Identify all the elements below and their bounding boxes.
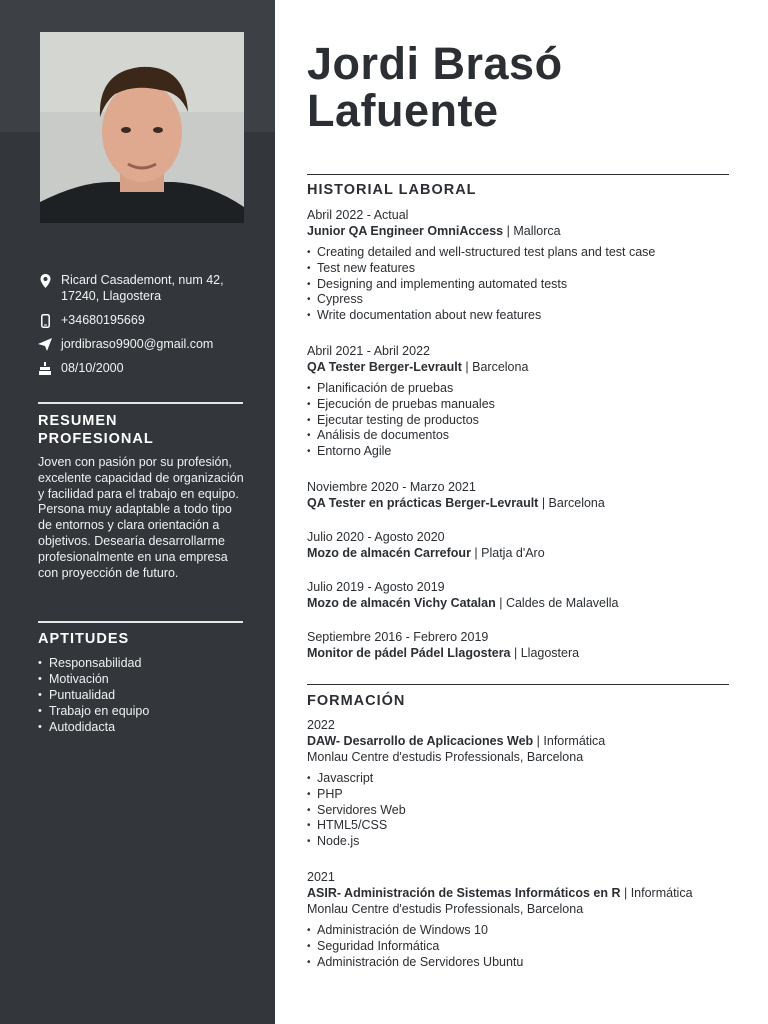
skill-item: • Responsabilidad (38, 655, 248, 671)
education-year: 2022 (307, 718, 335, 732)
task-item: • Planificación de pruebas (307, 381, 737, 397)
job-location: Barcelona (472, 360, 529, 374)
degree-field: Informática (543, 734, 606, 748)
divider (307, 684, 729, 685)
topic-item: • Javascript (307, 771, 737, 787)
separator: | (510, 646, 521, 660)
sidebar (0, 0, 275, 1024)
email-row (36, 336, 246, 352)
job-date: Abril 2022 - Actual (307, 208, 409, 222)
job-role: Junior QA Engineer OmniAccess (307, 224, 504, 238)
job-date: Julio 2020 - Agosto 2020 (307, 530, 445, 544)
job-entry (307, 207, 737, 324)
job-date: Noviembre 2020 - Marzo 2021 (307, 480, 476, 494)
job-entry (307, 579, 737, 611)
summary-heading (38, 412, 243, 448)
school-name: Monlau Centre d'estudis Professionals, Barcelona (307, 750, 584, 764)
job-role: QA Tester Berger-Levrault (307, 360, 462, 374)
phone-icon (36, 314, 54, 328)
skill-item: • Trabajo en equipo (38, 703, 248, 719)
topic-item: • Administración de Windows 10 (307, 923, 737, 939)
job-location: Llagostera (520, 646, 580, 660)
education-entry (307, 717, 737, 850)
skill-item: • Motivación (38, 671, 248, 687)
education-year: 2021 (307, 870, 335, 884)
job-location: Mallorca (513, 224, 561, 238)
cake-icon (36, 362, 54, 375)
job-title (307, 646, 579, 660)
job-role: QA Tester en prácticas Berger-Levrault (307, 496, 539, 510)
send-icon (36, 338, 54, 351)
school-name: Monlau Centre d'estudis Professionals, Barcelona (307, 902, 584, 916)
degree-title (307, 734, 605, 748)
job-role: Mozo de almacén Vichy Catalan (307, 596, 496, 610)
separator: | (503, 224, 514, 238)
phone-text: +34680195669 (61, 313, 145, 327)
job-tasks (307, 245, 737, 324)
job-role: Mozo de almacén Carrefour (307, 546, 471, 560)
job-role: Monitor de pádel Pádel Llagostera (307, 646, 511, 660)
job-tasks (307, 381, 737, 460)
job-entry (307, 343, 737, 460)
job-date: Abril 2021 - Abril 2022 (307, 344, 430, 358)
skills-heading: APTITUDES (38, 631, 130, 647)
divider (38, 402, 243, 404)
divider (307, 174, 729, 175)
job-entry (307, 479, 737, 511)
summary-heading-line-1: RESUMEN (38, 413, 118, 429)
task-item: • Entorno Agile (307, 444, 737, 460)
task-item: • Creating detailed and well-structured test plans and test case (307, 245, 737, 261)
phone-row (36, 312, 246, 328)
task-item: • Ejecutar testing de productos (307, 413, 737, 429)
job-date: Julio 2019 - Agosto 2019 (307, 580, 445, 594)
work-history-heading: HISTORIAL LABORAL (307, 182, 477, 198)
birthdate-text: 08/10/2000 (61, 361, 124, 375)
degree-name: DAW- Desarrollo de Aplicaciones Web (307, 734, 534, 748)
education-topics (307, 923, 737, 970)
separator: | (538, 496, 549, 510)
topic-item: • Seguridad Informática (307, 939, 737, 955)
separator: | (470, 546, 482, 560)
contact-info (36, 272, 246, 384)
separator: | (620, 886, 631, 900)
task-item: • Test new features (307, 261, 737, 277)
birthdate-row (36, 360, 246, 376)
degree-title (307, 886, 693, 900)
job-date: Septiembre 2016 - Febrero 2019 (307, 630, 489, 644)
job-title (307, 596, 619, 610)
job-title (307, 546, 545, 560)
job-title (307, 360, 528, 374)
education-topics (307, 771, 737, 850)
degree-field: Informática (630, 886, 693, 900)
address-line-1: Ricard Casademont, num 42, (61, 273, 224, 287)
task-item: • Ejecución de pruebas manuales (307, 397, 737, 413)
task-item: • Designing and implementing automated tests (307, 277, 737, 293)
name-line-2: Lafuente (307, 85, 499, 136)
email-text: jordibraso9900@gmail.com (61, 337, 214, 351)
divider (38, 621, 243, 623)
name-line-1: Jordi Brasó (307, 38, 563, 89)
task-item: • Cypress (307, 292, 737, 308)
topic-item: • PHP (307, 787, 737, 803)
summary-heading-line-2: PROFESIONAL (38, 431, 154, 447)
education-heading: FORMACIÓN (307, 693, 406, 709)
topic-item: • Node.js (307, 834, 737, 850)
skill-item: • Puntualidad (38, 687, 248, 703)
topic-item: • Administración de Servidores Ubuntu (307, 955, 737, 971)
full-name (307, 40, 737, 134)
job-title (307, 224, 561, 238)
degree-name: ASIR- Administración de Sistemas Informáticos en R (307, 886, 621, 900)
job-entry (307, 529, 737, 561)
skill-item: • Autodidacta (38, 719, 248, 735)
profile-photo (40, 32, 244, 223)
task-item: • Análisis de documentos (307, 428, 737, 444)
job-entry (307, 629, 737, 661)
job-location: Caldes de Malavella (505, 596, 619, 610)
topic-item: • HTML5/CSS (307, 818, 737, 834)
address-line-2: 17240, Llagostera (61, 289, 162, 303)
job-location: Barcelona (548, 496, 605, 510)
separator: | (495, 596, 506, 610)
job-location: Platja d'Aro (481, 546, 545, 560)
separator: | (461, 360, 473, 374)
separator: | (533, 734, 544, 748)
address-text (61, 272, 224, 304)
job-title (307, 496, 605, 510)
topic-item: • Servidores Web (307, 803, 737, 819)
summary-text: Joven con pasión por su profesión, excelente capacidad de organización y facilidad para el trabajo en equipo. Persona muy adaptable a todo tipo de entornos y clara orientación a objetivos. Desearía desarrollarme profesionalmente en una empresa con proyección de futuro. (38, 455, 244, 580)
skills-list (38, 655, 248, 735)
education-entry (307, 869, 737, 970)
task-item: • Write documentation about new features (307, 308, 737, 324)
location-icon (36, 274, 54, 288)
address-row (36, 272, 246, 304)
